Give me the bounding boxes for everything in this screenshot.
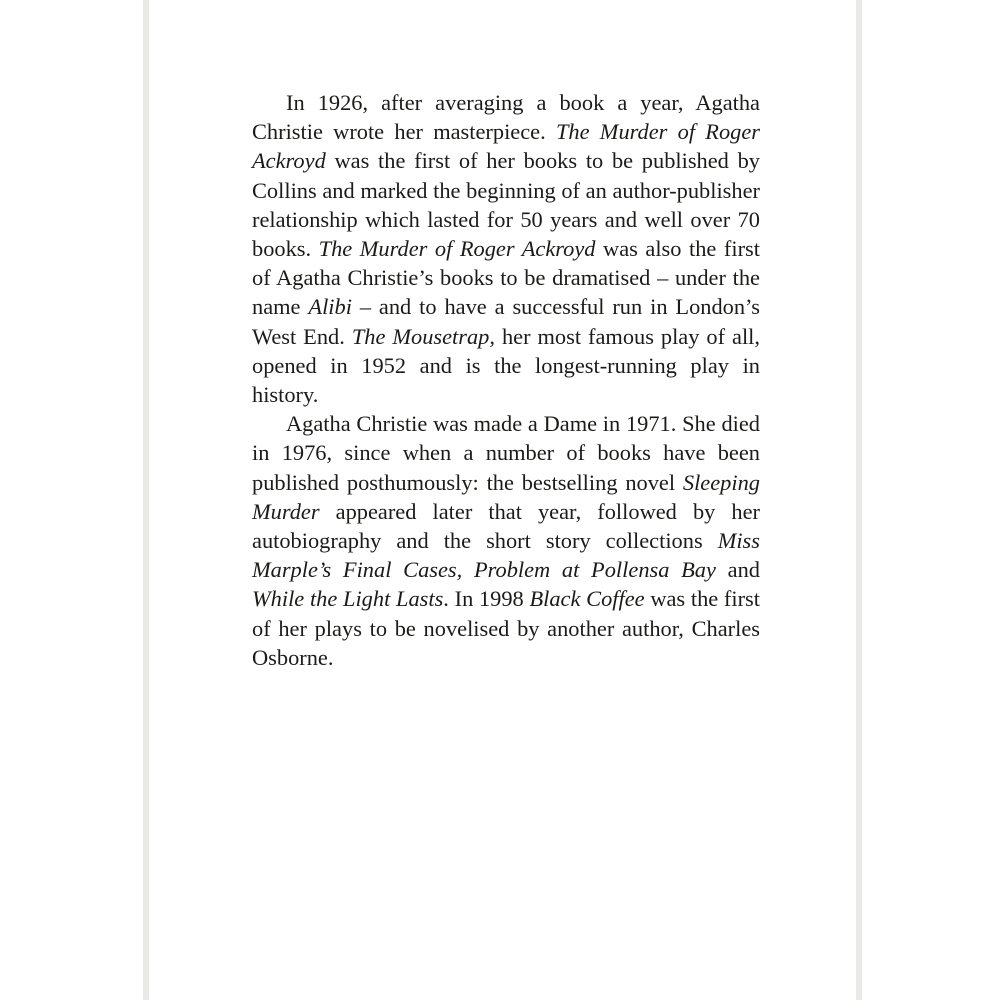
paragraph-1: [252, 88, 760, 409]
paragraph-2-run-2: appeared later that year, followed by her autobiography and the short story collections: [252, 498, 760, 554]
paragraph-2-run-3: Miss Marple’s Final Cases, Problem at Pollensa Bay: [252, 528, 760, 583]
paragraph-2-run-0: Agatha Christie was made a Dame in 1971. She died in 1976, since when a number of books have been published posthumously: the bestselling novel: [252, 411, 760, 495]
paragraph-2-run-1: Sleeping Murder: [252, 469, 760, 524]
paragraph-2: [252, 409, 760, 672]
paragraph-1-run-0: In 1926, after averaging a book a year, Agatha Christie wrote her masterpiece.: [252, 90, 760, 145]
body-text-column: [252, 88, 760, 672]
paragraph-2-run-7: Black Coffee: [529, 586, 645, 612]
paragraph-2-run-4: and: [715, 557, 760, 583]
paragraph-1-run-3: The Murder of Roger Ackroyd: [318, 236, 596, 262]
paragraph-1-run-8: her most famous play of all, opened in 1952 and is the longest-running play in history.: [252, 323, 760, 408]
paragraph-1-run-1: The Murder of Roger Ackroyd: [252, 119, 761, 174]
paragraph-1-run-2: was the first of her books to be published by Collins and marked the beginning of an author-publisher relationship which lasted for 50 years and well over 70 books.: [252, 148, 760, 262]
paragraph-2-run-8: was the first of her plays to be novelised by another author, Charles Osborne.: [252, 586, 760, 670]
paragraph-2-run-6: . In 1998: [443, 586, 530, 612]
page-edge-right: [856, 0, 862, 1000]
page-edge-left: [143, 0, 149, 1000]
paragraph-1-run-7: The Mousetrap,: [351, 323, 495, 349]
paragraph-2-run-5: While the Light Lasts: [252, 586, 444, 612]
paragraph-1-run-4: was also the first of Agatha Christie’s books to be dramatised – under the name: [252, 236, 760, 320]
paragraph-1-run-6: – and to have a successful run in London’s West End.: [252, 294, 760, 349]
paragraph-1-run-5: Alibi: [308, 294, 352, 320]
